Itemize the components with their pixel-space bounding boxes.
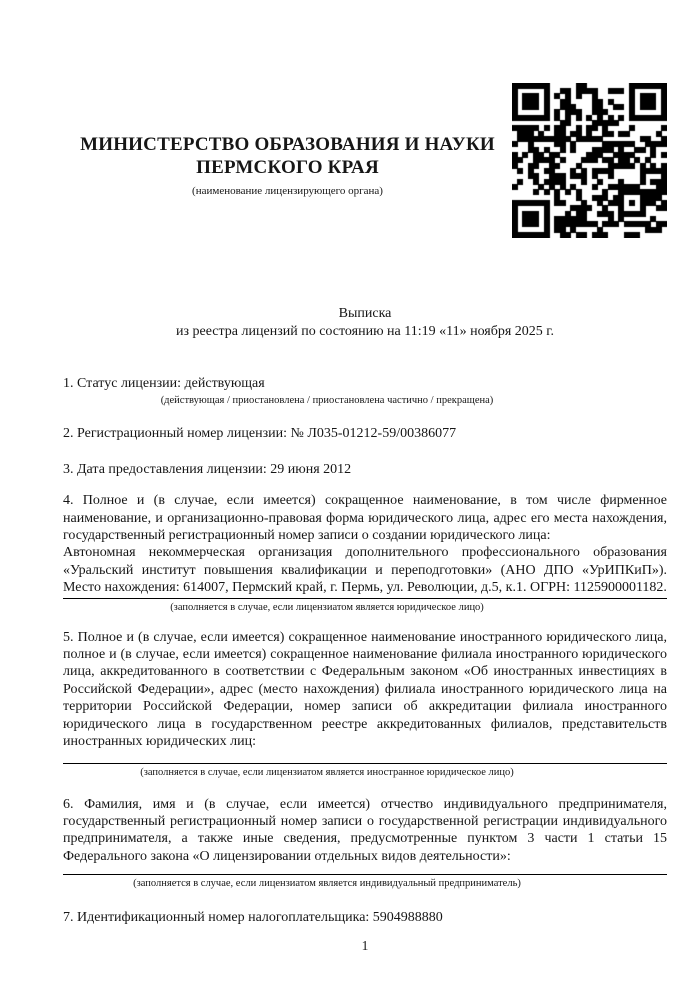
- license-status-options-caption: (действующая / приостановлена / приостановлена частично / прекращена): [160, 395, 494, 407]
- document-body: [0, 83, 700, 954]
- legal-entity-value: Автономная некоммерческая организация дополнительного профессионального образования «Уральский институт повышения квалификации и переподготовки» (АНО ДПО «УрИПКиП»). Место нахождения: 614007, Пермский край, г. Пермь, ул. Революции, д.5, к.1. ОГРН: 1125900001182.: [63, 545, 667, 596]
- foreign-entity-item-label: 5. Полное и (в случае, если имеется) сокращенное наименование иностранного юридического лица, полное и (в случае, если имеется) сокращенное наименование филиала иностранного юридического лица, аккредитованного в соответствии с Федеральным законом «Об иностранных инвестициях в Российской Федерации», адрес (место нахождения) филиала иностранного юридического лица на территории Российской Федерации, номер записи об аккредитации филиала иностранного юридического лица в государственном реестре аккредитованных филиалов, представительств иностранных юридических лиц:: [63, 629, 667, 750]
- entrepreneur-item-label: 6. Фамилия, имя и (в случае, если имеется) отчество индивидуального предпринимателя, государственный регистрационный номер записи о государственной регистрации индивидуального предпринимателя, а также иные сведения, предусмотренные пунктом 3 части 1 статьи 15 Федерального закона «О лицензировании отдельных видов деятельности»:: [63, 796, 667, 864]
- ministry-name-line2: ПЕРМСКОГО КРАЯ: [196, 157, 379, 178]
- licensing-authority-block: [63, 83, 512, 198]
- registration-number-item: 2. Регистрационный номер лицензии: № Л035-01212-59/00386077: [63, 426, 457, 442]
- qr-code-box: [512, 83, 667, 238]
- separator-line-entrepreneur: [63, 874, 667, 875]
- taxpayer-id-item: 7. Идентификационный номер налогоплательщика: 5904988880: [63, 910, 443, 926]
- legal-entity-item-label: 4. Полное и (в случае, если имеется) сокращенное наименование, в том числе фирменное наименование, и организационно-правовая форма юридического лица, адрес его места нахождения, государственный регистрационный номер записи о создании юридического лица:: [63, 493, 667, 544]
- page-number: 1: [361, 937, 369, 953]
- legal-entity-caption: (заполняется в случае, если лицензиатом является юридическое лицо): [170, 601, 484, 613]
- qr-code-icon: [512, 83, 667, 238]
- document-title: Выписка: [338, 306, 392, 321]
- ministry-name-line1: МИНИСТЕРСТВО ОБРАЗОВАНИЯ И НАУКИ: [80, 134, 495, 155]
- grant-date-item: 3. Дата предоставления лицензии: 29 июня 2012: [63, 461, 352, 477]
- header-block: [63, 83, 667, 238]
- document-title-block: [63, 305, 667, 341]
- extract-date-line: из реестра лицензий по состоянию на 11:19 «11» ноября 2025 г.: [176, 324, 554, 339]
- licensing-authority-caption: (наименование лицензирующего органа): [192, 185, 383, 197]
- separator-line-foreign-entity: [63, 763, 667, 764]
- separator-line-legal-entity: [63, 598, 667, 599]
- entrepreneur-caption: (заполняется в случае, если лицензиатом является индивидуальный предприниматель): [133, 878, 521, 890]
- foreign-entity-caption: (заполняется в случае, если лицензиатом является иностранное юридическое лицо): [140, 766, 514, 778]
- license-status-item: 1. Статус лицензии: действующая: [63, 376, 265, 391]
